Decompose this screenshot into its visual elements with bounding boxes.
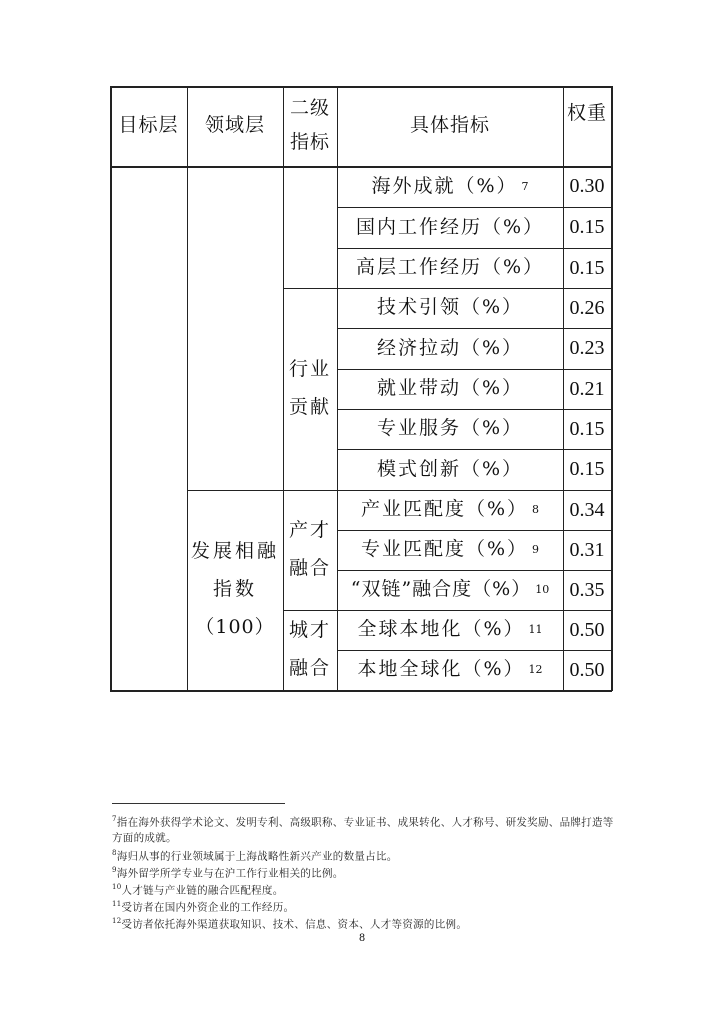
weight-value: 0.50 [569,658,605,681]
indicator-label: 专业服务（%） [376,417,524,440]
weight-value: 0.15 [569,458,605,480]
weight-value: 0.15 [569,216,605,238]
weight-value: 0.34 [569,498,605,521]
table-row [337,530,563,570]
page-number: 8 [358,933,366,944]
indicator-label: 全球本地化（%） [357,618,525,641]
group-industry-talent-line1: 产才 [288,519,331,542]
indicator-label: 就业带动（%） [376,377,524,400]
table-row [337,328,563,369]
footnote-separator [112,803,285,804]
footnote [112,897,622,916]
group-city-talent-line1: 城才 [288,619,331,642]
header-secondary-line1: 二级 [289,97,330,120]
weight-value: 0.15 [569,417,605,440]
table-row [337,570,563,610]
group-industry-contribution [283,288,337,490]
header-weight: 权重 [566,102,607,125]
footnote-number: 11 [112,900,122,908]
weight-value: 0.31 [569,538,605,561]
footnote-number: 8 [112,849,117,857]
footnote-ref: 10 [535,583,550,597]
footnote-text: 受访者在国内外资企业的工作经历。 [121,901,295,914]
footnote [112,812,622,846]
indicator-label: 高层工作经历（%） [355,256,545,279]
header-secondary-line2: 指标 [289,131,330,153]
header-specific-indicator: 具体指标 [409,114,490,137]
table-row [337,369,563,409]
footnote [112,914,622,933]
group-city-talent-fusion [283,610,337,690]
footnote-text: 海外留学所学专业与在沪工作行业相关的比例。 [116,867,344,880]
domain-development-fusion-index [187,490,283,690]
footnote [112,863,622,882]
footnote-number: 12 [112,917,122,925]
weight-value: 0.30 [569,175,605,197]
weight-value: 0.35 [569,578,605,601]
weight-value: 0.23 [569,337,605,359]
domain-line1: 发展相融 [190,540,279,563]
footnote-ref: 9 [532,543,540,557]
table-row [337,490,563,530]
footnote-text: 人才链与产业链的融合匹配程度。 [121,884,284,897]
group-industry-talent-fusion [283,490,337,610]
indicator-label: 海外成就（%） [371,174,518,197]
indicator-label: 经济拉动（%） [376,336,524,359]
footnote [112,846,622,865]
group-city-talent-line2: 融合 [288,657,331,679]
footnote-ref: 8 [532,503,540,517]
header-domain-layer: 领域层 [204,114,265,137]
table-row [337,449,563,490]
group-industry-talent-line2: 融合 [288,557,331,579]
footnote-number: 7 [112,815,117,823]
footnote-ref: 12 [528,663,543,677]
group-industry-line2: 贡献 [288,396,331,418]
footnote-text: 受访者依托海外渠道获取知识、技术、信息、资本、人才等资源的比例。 [121,918,468,931]
table-row [337,288,563,328]
footnote-ref: 7 [521,179,529,193]
domain-line3: （100） [195,615,275,638]
footnote-text: 指在海外获得学术论文、发明专利、高级职称、专业证书、成果转化、人才称号、研发奖励、品牌打造等方面的成就。 [112,816,614,844]
indicator-label: 专业匹配度（%） [360,538,529,561]
indicator-label: 模式创新（%） [376,457,524,480]
group-industry-line1: 行业 [288,358,331,381]
footnote-ref: 11 [528,623,543,637]
table-row [337,248,563,288]
indicator-label: “双链”融合度（%） [350,578,532,601]
weight-value: 0.50 [569,618,605,641]
weight-value: 0.26 [569,296,605,319]
footnote-number: 9 [112,866,117,874]
table-row [337,409,563,449]
footnote [112,880,622,899]
table-row [337,207,563,248]
indicator-label: 技术引领（%） [376,296,524,319]
indicator-label: 产业匹配度（%） [360,498,529,521]
footnote-text: 海归从事的行业领域属于上海战略性新兴产业的数量占比。 [116,850,398,863]
footnote-number: 10 [112,883,122,891]
weight-value: 0.15 [569,256,605,279]
indicator-label: 国内工作经历（%） [355,215,545,238]
weight-value: 0.21 [569,377,605,400]
table-row [337,610,563,650]
table-row [337,166,563,207]
domain-line2: 指数 [212,578,257,601]
table-row [337,650,563,690]
header-secondary-indicator [283,86,337,166]
header-goal-layer: 目标层 [118,114,179,137]
indicator-label: 本地全球化（%） [357,658,525,681]
